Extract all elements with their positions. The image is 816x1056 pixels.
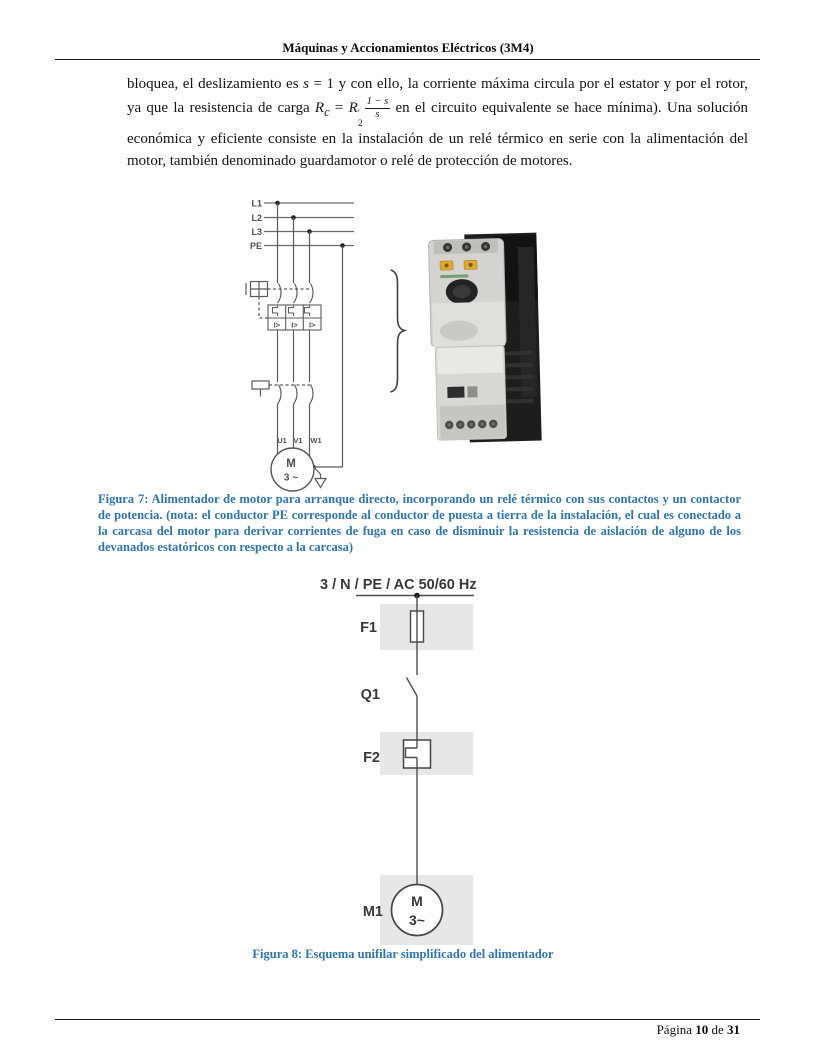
paragraph-text: y con ello, la corriente máxima circula por el estator y por el rotor, ya que la resistencia de carga: [127, 76, 748, 116]
fuse-label: F1: [360, 620, 377, 636]
figure7-caption: Figura 7: Alimentador de motor para arranque directo, incorporando un relé térmico con sus contactos y un contactor de potencia. (nota: el conductor PE corresponde al conductor de puesta a tierra de la instalación, el cual es conectado a la carcasa del motor para derivar corrientes de fuga en caso de disminuir la resistencia de aislación de alguno de los devanados estatóricos con respecto a la carcasa): [98, 492, 741, 554]
page-header-title: Máquinas y Accionamientos Eléctricos (3M4): [282, 40, 534, 55]
formula-R: R: [314, 99, 325, 116]
figure8-caption: Figura 8: Esquema unifilar simplificado del alimentador: [252, 947, 554, 961]
motor-phase: 3~: [409, 912, 425, 928]
page-number: [657, 1022, 740, 1038]
ground-icon: [314, 467, 327, 488]
contactor-symbol: [252, 381, 313, 404]
formula-prime-sub2: ′ 2: [357, 109, 363, 129]
phase-conductors: [278, 203, 343, 467]
math-slip-var: s: [303, 76, 309, 92]
terminal-label-u1: U1: [277, 436, 287, 445]
motor-symbol: [271, 448, 314, 491]
overload-label: I>: [291, 320, 298, 330]
rail-label-pe: PE: [249, 241, 262, 251]
math-slip-value: = 1: [308, 76, 339, 92]
formula-load-resistance: [314, 95, 390, 129]
motor-letter: M: [286, 458, 296, 470]
body-paragraph: [127, 74, 748, 173]
paragraph-text: bloquea, el deslizamiento es: [127, 76, 304, 92]
paragraph-text: en el circuito equivalente se hace mínima). Una solución económica y eficiente consiste en la instalación de un relé térmico en serie con la alimentación del motor, también denominado guardamotor o relé de protección de motores.: [127, 99, 748, 169]
page-number-separator: de: [711, 1022, 724, 1037]
page-number-total: 31: [727, 1022, 740, 1037]
rail-label-l1: L1: [251, 198, 262, 209]
relay-label: F2: [363, 750, 380, 766]
page-number-current: 10: [695, 1022, 709, 1037]
motor-feeder-label: M1: [362, 904, 383, 920]
rail-label-l3: L3: [251, 227, 262, 237]
switch-label: Q1: [360, 687, 380, 703]
figure8-diagram: [300, 566, 520, 951]
formula-R2: R: [348, 99, 358, 116]
overload-label: I>: [308, 320, 316, 330]
motor-phase: 3 ~: [283, 472, 299, 484]
formula-fraction: $\frac{1 - s}{s}$: [366, 95, 389, 120]
overload-label: I>: [273, 320, 281, 330]
rail-label-l2: L2: [251, 213, 262, 223]
formula-equals: =: [329, 99, 349, 116]
motor-letter: M: [411, 893, 423, 909]
header-rule: [55, 59, 760, 60]
terminal-label-v1: V1: [293, 436, 303, 445]
terminal-label-w1: W1: [310, 436, 322, 445]
page-number-label: Página: [656, 1022, 692, 1037]
footer-rule: [55, 1019, 760, 1020]
supply-label: 3 / N / PE / AC 50/60 Hz: [320, 577, 477, 593]
formula-sub-c: c: [324, 104, 330, 119]
brace-icon: [391, 270, 405, 392]
figure7-diagram: [240, 192, 560, 508]
starter-photo: [428, 233, 541, 444]
